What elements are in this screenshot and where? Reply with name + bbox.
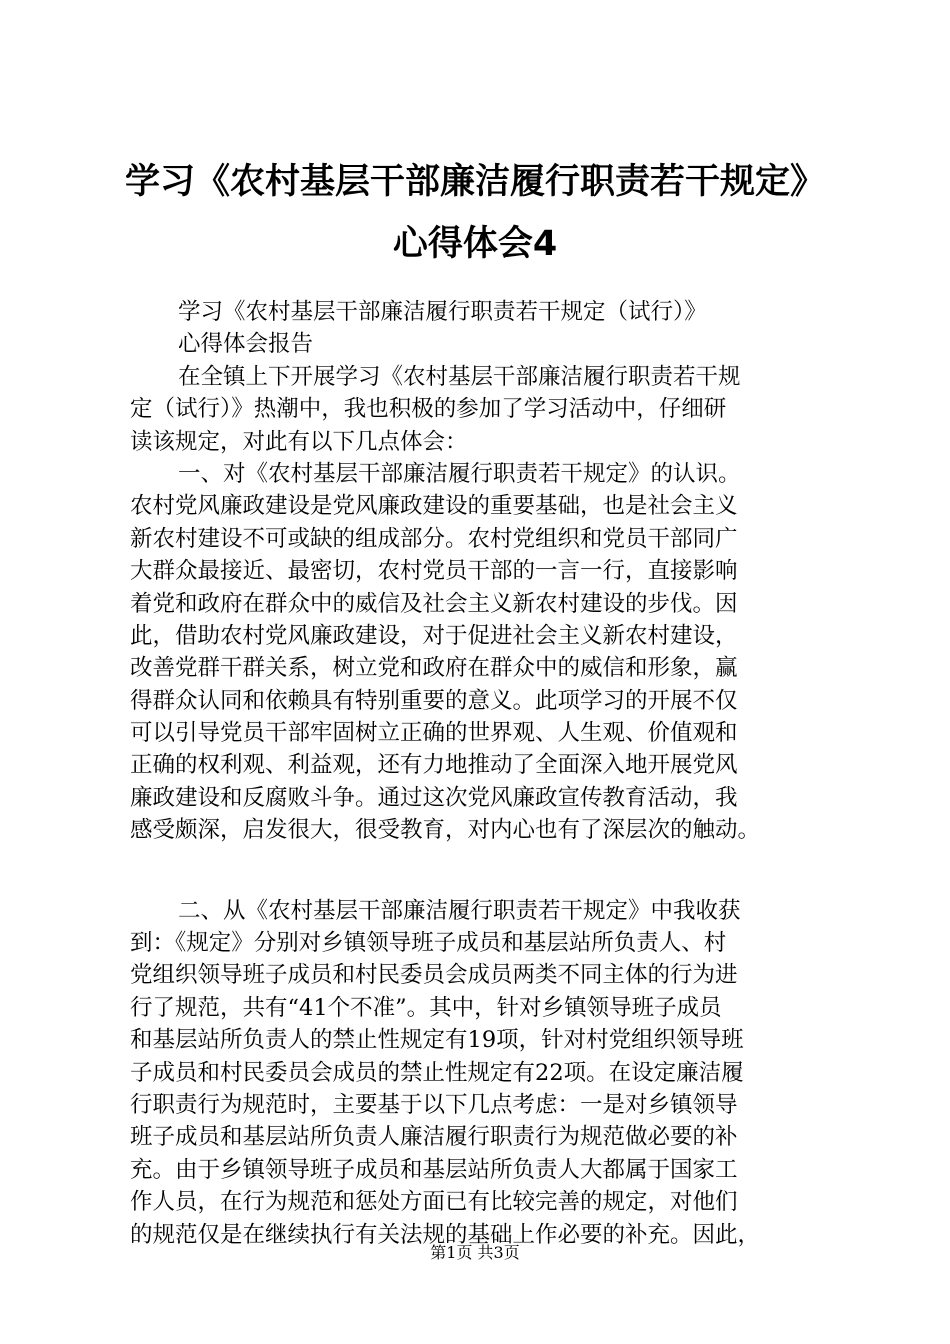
paragraph-line: 二、从《农村基层干部廉洁履行职责若干规定》中我收获	[178, 897, 741, 924]
paragraph-line: 定（试行）》热潮中，我也积极的参加了学习活动中，仔细研	[130, 396, 727, 423]
paragraph-line: 行职责行为规范时，主要基于以下几点考虑：一是对乡镇领导	[130, 1091, 738, 1118]
paragraph-3	[130, 895, 830, 1251]
paragraph-line: 感受颇深，启发很大，很受教育，对内心也有了深层次的触动。	[130, 817, 761, 844]
paragraph-line: 行了规范，共有“41个不准”。其中，针对乡镇领导班子成员	[130, 994, 722, 1021]
paragraph-line: 此，借助农村党风廉政建设，对于促进社会主义新农村建设，	[130, 622, 738, 649]
paragraph-line: 在全镇上下开展学习《农村基层干部廉洁履行职责若干规	[178, 363, 741, 390]
paragraph-line: 读该规定，对此有以下几点体会：	[130, 428, 468, 455]
document-body	[130, 296, 830, 1251]
paragraph-line: 着党和政府在群众中的威信及社会主义新农村建设的步伐。因	[130, 590, 738, 617]
paragraph-line: 到：《规定》分别对乡镇领导班子成员和基层站所负责人、村	[130, 930, 727, 957]
paragraph-line: 改善党群干群关系，树立党和政府在群众中的威信和形象，赢	[130, 655, 738, 682]
paragraph-line: 新农村建设不可或缺的组成部分。农村党组织和党员干部同广	[130, 525, 738, 552]
paragraph-spacer	[130, 847, 830, 895]
paragraph-line: 可以引导党员干部牢固树立正确的世界观、人生观、价值观和	[130, 720, 738, 747]
page-footer: 第1页 共3页	[430, 1243, 520, 1262]
intro-heading-line-2: 心得体会报告	[178, 331, 314, 358]
paragraph-line: 子成员和村民委员会成员的禁止性规定有22项。在设定廉洁履	[130, 1059, 744, 1086]
document-title-line-1: 学习《农村基层干部廉洁履行职责若干规定》	[124, 162, 825, 202]
paragraph-line: 廉政建设和反腐败斗争。通过这次党风廉政宣传教育活动，我	[130, 784, 738, 811]
paragraph-line: 正确的权利观、利益观，还有力地推动了全面深入地开展党风	[130, 752, 738, 779]
paragraph-line: 的规范仅是在继续执行有关法规的基础上作必要的补充。因此，	[130, 1221, 761, 1248]
paragraph-1	[130, 361, 830, 458]
paragraph-line: 一、对《农村基层干部廉洁履行职责若干规定》的认识。	[178, 460, 741, 487]
document-title-line-2: 心得体会4	[392, 224, 558, 264]
paragraph-2	[130, 458, 830, 847]
paragraph-line: 和基层站所负责人的禁止性规定有19项，针对村党组织领导班	[130, 1027, 744, 1054]
paragraph-line: 党组织领导班子成员和村民委员会成员两类不同主体的行为进	[130, 962, 738, 989]
paragraph-line: 作人员，在行为规范和惩处方面已有比较完善的规定，对他们	[130, 1189, 738, 1216]
paragraph-line: 班子成员和基层站所负责人廉洁履行职责行为规范做必要的补	[130, 1124, 738, 1151]
paragraph-line: 得群众认同和依赖具有特别重要的意义。此项学习的开展不仅	[130, 687, 738, 714]
intro-heading-line-1: 学习《农村基层干部廉洁履行职责若干规定（试行）》	[178, 299, 707, 325]
paragraph-line: 大群众最接近、最密切，农村党员干部的一言一行，直接影响	[130, 558, 738, 585]
paragraph-line: 农村党风廉政建设是党风廉政建设的重要基础，也是社会主义	[130, 493, 738, 520]
paragraph-line: 充。由于乡镇领导班子成员和基层站所负责人大都属于国家工	[130, 1156, 738, 1183]
